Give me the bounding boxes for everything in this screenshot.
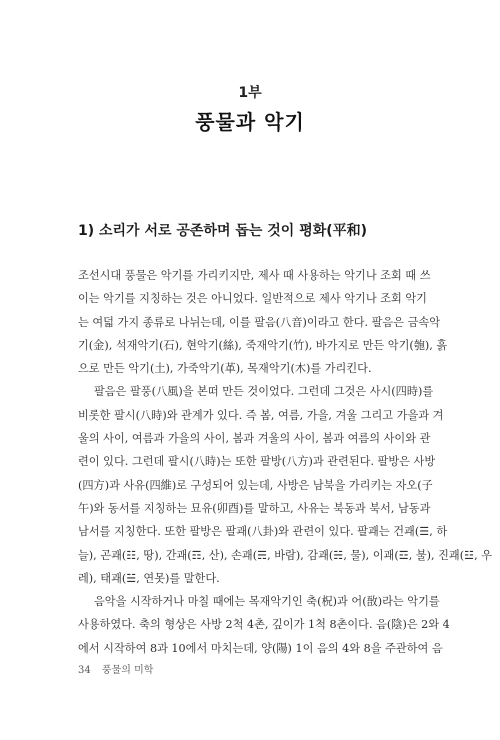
- part-title: 풍물과 악기: [195, 110, 305, 134]
- body-line: 련이 있다. 그런데 팔시(八時)는 또한 팔방(八方)과 관련된다. 팔방은 사방: [78, 455, 436, 469]
- section-heading: 1) 소리가 서로 공존하며 돕는 것이 평화(平和): [78, 223, 368, 239]
- body-line: 비롯한 팔시(八時)와 관계가 있다. 즉 봄, 여름, 가을, 겨울 그리고 가을과 겨: [78, 408, 444, 422]
- book-title: 풍물의 미학: [101, 665, 154, 676]
- body-line: 으로 만든 악기(土), 가죽악기(革), 목재악기(木)를 가리킨다.: [78, 362, 372, 376]
- page-number: 34: [78, 665, 91, 676]
- part-number: 1부: [238, 85, 262, 101]
- body-line: 늘), 곤괘(☷, 땅), 간괘(☶, 산), 손괘(☴, 바람), 감괘(☵, 물), 이괘(☲, 불), 진괘(☳, 우: [78, 548, 493, 562]
- body-line: 午)와 동서를 지칭하는 묘유(卯酉)를 말하고, 사유는 북동과 북서, 남동과: [78, 501, 431, 515]
- body-line: 에서 시작하여 8과 10에서 마치는데, 양(陽) 1이 음의 4와 8을 주관하여 음: [78, 641, 443, 655]
- body-line: 이는 악기를 지칭하는 것은 아니었다. 일반적으로 제사 악기나 조회 악기: [78, 292, 427, 306]
- body-line: 남서를 지칭한다. 또한 팔방은 팔괘(八卦)와 관련이 있다. 팔괘는 건괘(☰, 하: [78, 525, 448, 539]
- body-line: 조선시대 풍물은 악기를 가리키지만, 제사 때 사용하는 악기나 조회 때 쓰: [78, 269, 431, 282]
- body-line: 울의 사이, 여름과 가을의 사이, 봄과 겨울의 사이, 봄과 여름의 사이와 관: [78, 432, 431, 446]
- body-text: [78, 264, 493, 660]
- body-line: 는 여덟 가지 종류로 나뉘는데, 이를 팔음(八音)이라고 한다. 팔음은 금속악: [78, 315, 441, 329]
- body-line: (四方)과 사유(四維)로 구성되어 있는데, 사방은 남북을 가리키는 자오(子: [78, 478, 433, 492]
- body-line: 음악을 시작하거나 마칠 때에는 목재악기인 축(柷)과 어(敔)라는 악기를: [94, 595, 440, 609]
- page-footer: [78, 661, 153, 676]
- body-line: 팔음은 팔풍(八風)을 본떠 만든 것이었다. 그런데 그것은 사시(四時)를: [94, 385, 434, 399]
- body-line: 사용하였다. 축의 형상은 사방 2척 4촌, 깊이가 1척 8촌이다. 음(陰)은 2와 4: [78, 618, 450, 632]
- body-line: 기(金), 석재악기(石), 현악기(絲), 죽재악기(竹), 바가지로 만든 악기(匏), 흙: [78, 338, 448, 352]
- body-line: 레), 태괘(☱, 연못)를 말한다.: [78, 571, 220, 585]
